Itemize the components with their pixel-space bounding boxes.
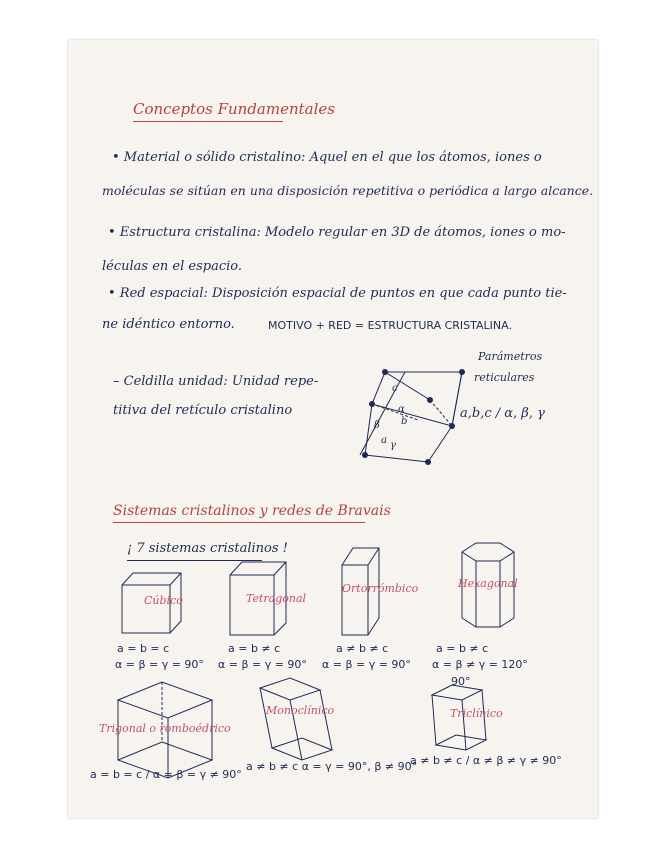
cubic-cond-2: α = β = γ = 90° bbox=[115, 658, 204, 671]
params-label-2: reticulares bbox=[474, 371, 535, 384]
cell-label-c: c bbox=[392, 383, 398, 394]
celdilla-line-2: titiva del retículo cristalino bbox=[113, 403, 293, 418]
system-name-tetragonal: Tetragonal bbox=[246, 592, 307, 605]
cubic-cond-1: a = b = c bbox=[117, 642, 170, 655]
motivo-red-formula: MOTIVO + RED = ESTRUCTURA CRISTALINA. bbox=[268, 319, 512, 332]
red-line-1: • Red espacial: Disposición espacial de puntos en que cada punto tie- bbox=[108, 286, 567, 301]
tetragonal-cond-1: a = b ≠ c bbox=[228, 642, 281, 655]
trigonal-cond: a = b = c / α = β = γ ≠ 90° bbox=[90, 768, 242, 781]
system-name-orthorhombic: Ortorrómbico bbox=[342, 582, 419, 595]
systems-heading: Sistemas cristalinos y redes de Bravais bbox=[113, 503, 391, 519]
cell-label-alpha: α bbox=[398, 404, 405, 415]
system-name-triclinic: Triclínico bbox=[450, 707, 503, 720]
system-name-cubic: Cúbico bbox=[144, 594, 183, 607]
concepts-heading: Conceptos Fundamentales bbox=[133, 100, 335, 118]
estructura-line-1: • Estructura cristalina: Modelo regular en 3D de átomos, iones o mo- bbox=[108, 225, 566, 240]
system-name-monoclinic: Monoclínico bbox=[266, 704, 335, 717]
orthorhombic-cond-1: a ≠ b ≠ c bbox=[336, 642, 389, 655]
system-name-trigonal: Trigonal o romboédrico bbox=[99, 722, 231, 735]
material-line-1: • Material o sólido cristalino: Aquel en el que los átomos, iones o bbox=[112, 150, 542, 165]
systems-subheading: ¡ 7 sistemas cristalinos ! bbox=[127, 541, 288, 556]
cell-label-gamma: γ bbox=[390, 440, 396, 451]
cell-label-beta: β bbox=[374, 420, 380, 431]
hexagonal-extra: 90° bbox=[451, 675, 471, 688]
cell-label-a: a bbox=[381, 435, 387, 446]
tetragonal-cond-2: α = β = γ = 90° bbox=[218, 658, 307, 671]
params-values: a,b,c / α, β, γ bbox=[460, 406, 545, 421]
hexagonal-cond-2: α = β ≠ γ = 120° bbox=[432, 658, 528, 671]
monoclinic-cell bbox=[260, 678, 335, 760]
estructura-line-2: léculas en el espacio. bbox=[102, 259, 243, 274]
system-name-hexagonal: Hexagonal bbox=[458, 577, 518, 590]
triclinic-cond: a ≠ b ≠ c / α ≠ β ≠ γ ≠ 90° bbox=[410, 754, 562, 767]
cell-label-b: b bbox=[401, 416, 408, 427]
monoclinic-cond: a ≠ b ≠ c α = γ = 90°, β ≠ 90° bbox=[246, 760, 418, 773]
hexagonal-cond-1: a = b ≠ c bbox=[436, 642, 489, 655]
material-line-2: moléculas se sitúan en una disposición repetitiva o periódica a largo alcance. bbox=[102, 183, 594, 198]
orthorhombic-cond-2: α = β = γ = 90° bbox=[322, 658, 411, 671]
params-label-1: Parámetros bbox=[478, 350, 543, 363]
celdilla-line-1: – Celdilla unidad: Unidad repe- bbox=[113, 374, 319, 389]
red-line-2: ne idéntico entorno. bbox=[102, 317, 235, 332]
